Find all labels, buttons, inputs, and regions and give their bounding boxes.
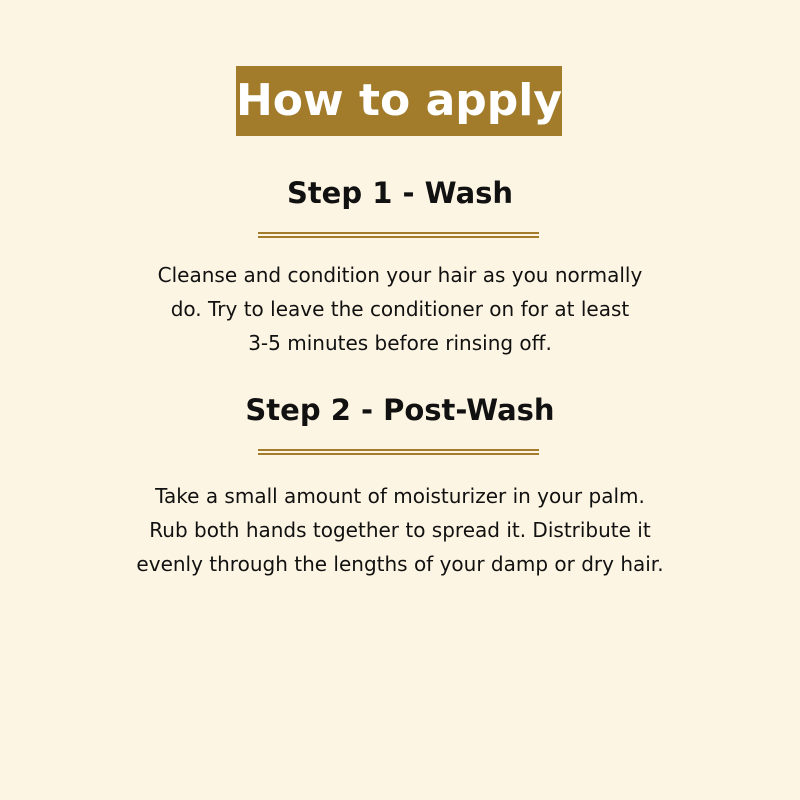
step-2-instructions: [60, 479, 740, 581]
step-2-line: Rub both hands together to spread it. Distribute it: [149, 518, 651, 542]
step-1-line: 3-5 minutes before rinsing off.: [248, 331, 552, 355]
step-1-heading: Step 1 - Wash: [286, 176, 514, 210]
title-badge: [236, 66, 562, 136]
step-1-divider: [258, 232, 539, 238]
step-2-divider: [258, 449, 539, 455]
step-1-line: do. Try to leave the conditioner on for at least: [170, 297, 630, 321]
step-2-line: Take a small amount of moisturizer in your palm.: [155, 484, 645, 508]
page-title: How to apply: [235, 75, 563, 126]
step-1-line: Cleanse and condition your hair as you normally: [157, 263, 643, 287]
step-1-instructions: [60, 258, 740, 360]
step-2-heading: Step 2 - Post-Wash: [245, 393, 555, 427]
step-2-line: evenly through the lengths of your damp or dry hair.: [136, 552, 664, 576]
